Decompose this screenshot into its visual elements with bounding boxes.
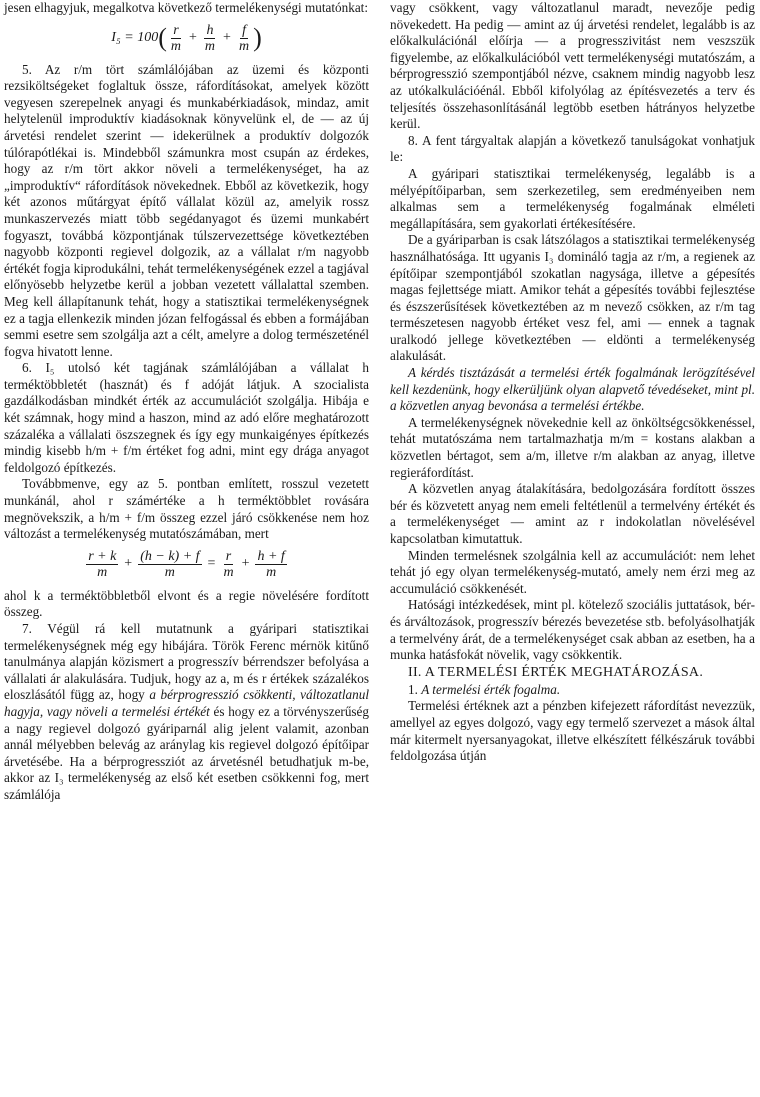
- right-column: [390, 0, 755, 765]
- paragraph: Termelési értéknek azt a pénzben kifejezett ráfordítást nevezzük, amellyel az egyes dolgozó, vagy egy termelő szervezet a mások által már kitermelt nyersanyagokat, illetve elkészített félkészáruk további feldolgozása útján: [390, 698, 755, 764]
- paragraph: A gyáripari statisztikai termelékenység, legalább is a mélyépítőiparban, sem szerkezetileg, sem eredményeiben nem alkalmas sem a termelékenység fogalmának elméleti megállapítására, sem gyakorlati értékesítésére.: [390, 165, 755, 231]
- left-column: [4, 0, 369, 804]
- emphasis: a bérprogresszió csökkenti, változatlanul hagyja, vagy növeli a termelési értékét: [4, 687, 369, 719]
- equation-regie: $\frac{r + k}{m}$ + $\frac{(h - k) + f}{m}$ = $\frac{r}{m}$ + $\frac{h + f}{m}$: [88, 548, 285, 580]
- paragraph: jesen elhagyjuk, megalkotva következő termelékenységi mutatónkat:: [4, 0, 369, 15]
- fraction: $\frac{h}{m}$: [204, 22, 216, 54]
- paragraph: De a gyáriparban is csak látszólagos a statisztikai termelékenység használhatósága. Itt ugyanis I₃ domináló tagja az r/m, a regienek az építőipar szempontjából szokatlan nagysága, illetve a gépesítés magas fejlettsége miatt. Amikor tehát a gépesítés további fejlesztése és észszerűsítések következtében az m nevező csökken, az r/m tag természetesen nagyobb értéket vesz fel, ami — ennek a tagnak uralkodó jellege következtében — eldönti a termelékenység alakulását.: [390, 232, 755, 364]
- paragraph: Továbbmenve, egy az 5. pontban említett, rosszul vezetett munkánál, ahol r számértéke a h terméktöbblet rovására megnövekszik, a h/m + f/m összeg ezzel járó csökkenése nem hoz változást a termelékenység mutatószámában, mert: [4, 476, 369, 542]
- fraction: $\frac{r}{m}$: [223, 548, 234, 580]
- emphasis-paragraph: A kérdés tisztázását a termelési érték fogalmának lerögzítésével kell kezdenünk, hogy elkerüljünk olyan alapvető tévedéseket, mint pl. a közvetlen anyag bevonása a termelési értékbe.: [390, 365, 755, 414]
- equation-lhs: I₅ = 100: [111, 29, 159, 45]
- paragraph: Minden termelésnek szolgálnia kell az accumulációt: nem lehet tehát jó egy olyan termelékenység-mutató, amely nem érzi meg az accumuláció csökkenését.: [390, 547, 755, 596]
- paragraph: ahol k a terméktöbbletből elvont és a regie növelésére fordított összeg.: [4, 587, 369, 620]
- paragraph-5: 5. Az r/m tört számlálójában az üzemi és központi rezsiköltségeket foglaltuk össze, ráfordításokat, amelyek között vegyesen szerepelnek anyagi és munkabérkiadások, mindaz, amit helytelenül improduktív kiadásoknak könyvelünk el, de — az új árvetési rendelet szerint — idekerülnek a produktív dolgozók túlórapótlékai is. Mindebből számunkra most csupán az érdekes, hogy az r/m tört akkor növeli a termelékenységet, ha az „improduktív“ ráfordítások növekednek. Ebből az következik, hogy két azonos műtárgyat építő vállalat közül az, amelyik rossz munkaszervezés miatt több segédanyagot és üzemi munkabért fogyaszt, továbbá központjának túlszervezettsége következtében nagyobb központi regievel dolgozik, az a vállalat r/m nagyobb értékét fogja kiprodukálni, tehát termelékenységének ezzel a tagjával előnyösebb helyzetbe kerül a jobban vezetett vállalattal szemben. Meg kell állapítanunk tehát, hogy a statisztikai termelékenységnek ez a tagja ellenkezik minden józan felfogással és ebben a formájában semmi esetre sem szolgálja azt a célt, amelyre a dolog természeténél fogva hivatott lenne.: [4, 61, 369, 359]
- fraction: $\frac{(h - k) + f}{m}$: [140, 548, 200, 580]
- paragraph: vagy csökkent, vagy változatlanul maradt, nevezője pedig növekedett. Ha pedig — amint az új árvetési rendelet, legalább is az előkalkulációnál előírja — a progresszivitást nem veszszük figyelembe, az előkalkulációból vett termelékenységi mutatószám, a bérprogresszió szempontjából nézve, csaknem mindig nagyobb lesz az utókalkulációénál. Ebből kifolyólag az építésvezetés a terv és teljesítés összehasonlításánál legtöbb esetben hátrányos helyzetbe kerül.: [390, 0, 755, 132]
- fraction: $\frac{f}{m}$: [238, 22, 250, 54]
- equation-i5: I₅ = 100 ( $\frac{r}{m}$ + $\frac{h}{m}$ + $\frac{f}{m}$ ): [111, 22, 262, 54]
- fraction: $\frac{r}{m}$: [170, 22, 182, 54]
- paragraph: Hatósági intézkedések, mint pl. kötelező szociális juttatások, bér- és árváltozások, progresszív bérezés bevezetése stb. befolyásolhatják a termelvény árát, de a termelékenységet csak abban az esetben, ha a munka hatásfokát növelik, vagy csökkentik.: [390, 597, 755, 663]
- fraction: $\frac{r + k}{m}$: [88, 548, 117, 580]
- paragraph-7: 7. Végül rá kell mutatnunk a gyáripari statisztikai termelékenységnek még egy hibájára. Török Ferenc mérnök kitűnő tanulmánya alapján közismert a progresszív bérrendszer befolyása a vállalati ár alakulására. Tudjuk, hogy az a, m és r értékek százalékos eloszlásától függ az, hogy a bérprogresszió csökkenti, változatlanul hagyja, vagy növeli a termelési értékét és hogy ez a törvényszerűség a nagy regievel dolgozó gyáriparnál alig jelent valamit, azonban annál mélyebben belevág az aránylag kis regievel dolgozó építőipar árvetésébe. Ha a bérprogressziót az árvetésnél betudhatjuk m-be, akkor az I₃ termelékenység az első két esetben csökkenni fog, mert számlálója: [4, 621, 369, 802]
- subsection-heading: 1. A termelési érték fogalma.: [408, 681, 561, 697]
- paragraph-8: 8. A fent tárgyaltak alapján a következő tanulságokat vonhatjuk le:: [390, 132, 755, 165]
- paragraph: A közvetlen anyag átalakítására, bedolgozására fordított összes bér és közvetett anyag nem emeli feltétlenül a termelvény értékét és a termelékenységet — amint az r indokolatlan növelésével kapcsolatban kimutattuk.: [390, 481, 755, 546]
- fraction: $\frac{h + f}{m}$: [257, 548, 285, 580]
- section-heading: II. A TERMELÉSI ÉRTÉK MEGHATÁROZÁSA.: [408, 664, 704, 680]
- paragraph: A termelékenységnek növekednie kell az önköltségcsökkenéssel, tehát mutatószáma nem tartalmazhatja m/m = kostans alakban a közvetlen bértagot, sem a/m, illetve r/m alakban az anyag, illetve regieráfordítást.: [390, 414, 755, 480]
- paragraph-6: 6. I₅ utolsó két tagjának számlálójában a vállalat h terméktöbbletét (hasznát) és f adóját látjuk. A szocialista gazdálkodásban mindkét érték az accumulációt szolgálja. Hibája e két számnak, hogy mind a haszon, mind az adó előre meghatározott százaléka a vállalati öszszegnek és így egy munkaigényes építkezés mindig kisebb h/m + f/m értéket fog adni, mint egy drága anyagot feldolgozó építkezés.: [4, 360, 369, 475]
